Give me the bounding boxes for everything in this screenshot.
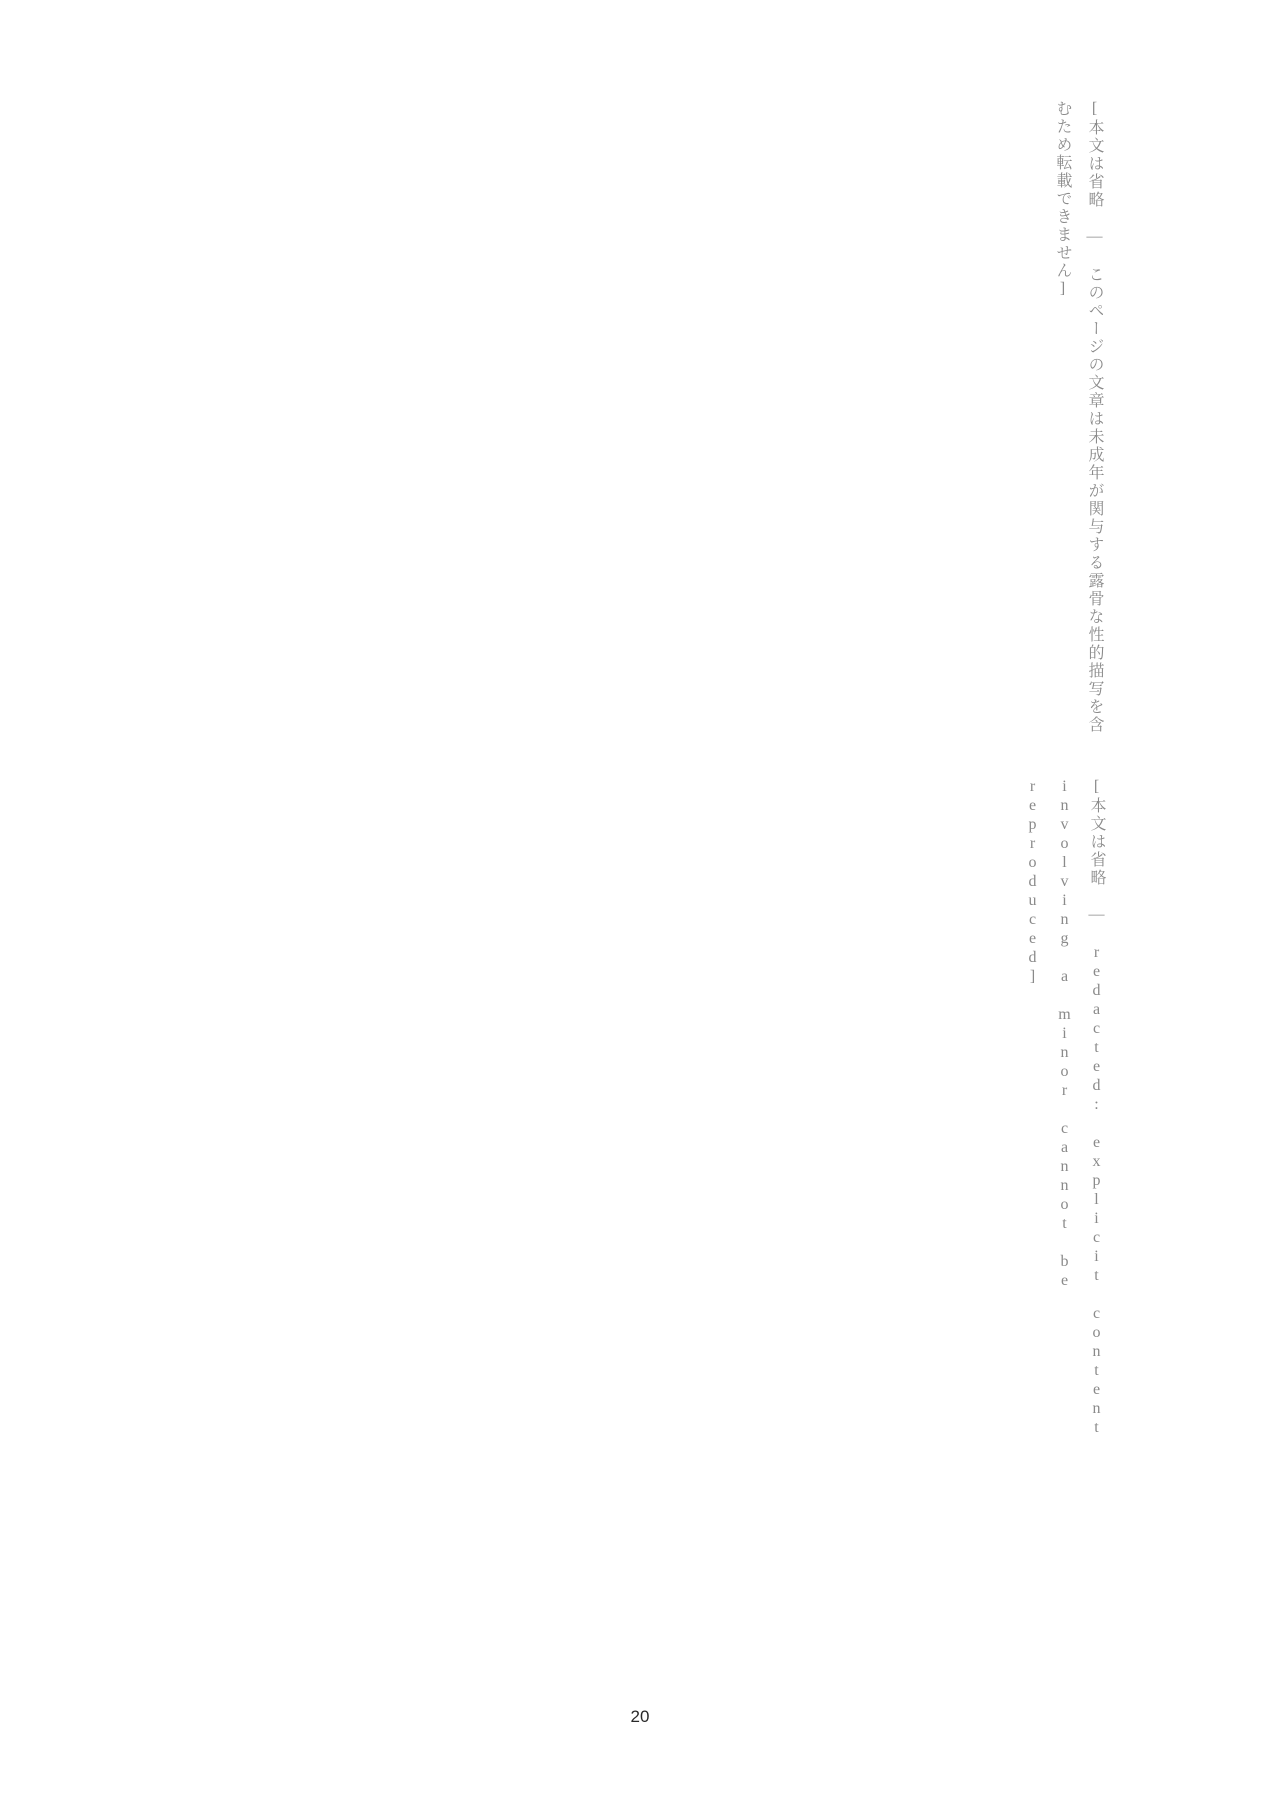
bottom-text-block: [本文は省略 — redacted: explicit content involving a minor cannot be reproduced] — [1024, 778, 1105, 1438]
page-number: 20 — [630, 1707, 650, 1726]
top-text-block: [本文は省略 — このページの文章は未成年が関与する露骨な性的描写を含むため転載できません] — [1054, 100, 1103, 734]
